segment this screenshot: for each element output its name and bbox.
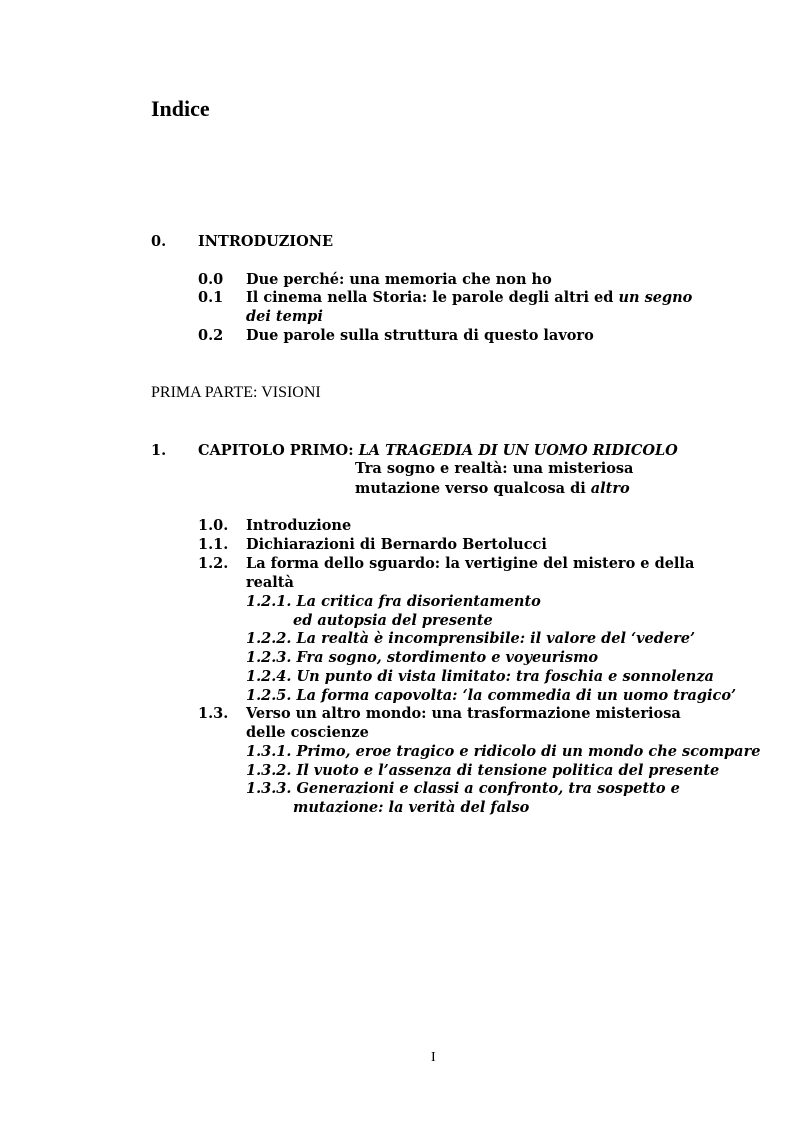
chapter-subtitle-italic: altro — [590, 480, 630, 497]
toc-chapter-title — [198, 442, 678, 459]
toc-section-number: 1.1. — [198, 536, 229, 553]
toc-section-title — [246, 289, 692, 306]
chapter-label: CAPITOLO PRIMO: — [198, 442, 359, 459]
chapter-subtitle-continued — [355, 480, 630, 497]
toc-section-title: La forma dello sguardo: la vertigine del mistero e della — [246, 555, 695, 572]
part-heading: PRIMA PARTE: VISIONI — [151, 384, 321, 401]
toc-section-title-continued: dei tempi — [246, 308, 323, 325]
toc-section-title: Introduzione — [246, 517, 352, 534]
toc-section-number: 0.1 — [198, 289, 224, 306]
toc-section-title: Due perché: una memoria che non ho — [246, 271, 552, 288]
toc-section-number: 1.2. — [198, 555, 229, 572]
toc-subsection: 1.3.2. Il vuoto e l’assenza di tensione politica del presente — [246, 762, 720, 779]
toc-section-number: 0.0 — [198, 271, 224, 288]
toc-section-title: Due parole sulla struttura di questo lavoro — [246, 327, 594, 344]
toc-section-title-continued: realtà — [246, 574, 294, 591]
toc-section-italic: un segno — [618, 289, 693, 306]
page-number: I — [431, 1050, 436, 1065]
toc-subsection: 1.2.5. La forma capovolta: ‘la commedia di un uomo tragico’ — [246, 687, 737, 704]
toc-subsection: 1.2.3. Fra sogno, stordimento e voyeurismo — [246, 649, 599, 666]
toc-section-number: 1.0. — [198, 517, 229, 534]
chapter-subtitle-text: mutazione verso qualcosa di — [355, 480, 591, 497]
toc-subsection: 1.2.1. La critica fra disorientamento — [246, 593, 541, 610]
toc-subsection: 1.2.2. La realtà è incomprensibile: il valore del ‘vedere’ — [246, 630, 696, 647]
toc-section-number: 0.2 — [198, 327, 224, 344]
toc-section-number: 1.3. — [198, 705, 229, 722]
toc-subsection-continued: ed autopsia del presente — [293, 612, 493, 629]
chapter-subtitle: Tra sogno e realtà: una misteriosa — [355, 460, 634, 477]
toc-section-title: Verso un altro mondo: una trasformazione misteriosa — [246, 705, 681, 722]
chapter-title-italic: LA TRAGEDIA DI UN UOMO RIDICOLO — [358, 442, 678, 459]
toc-section-title: Dichiarazioni di Bernardo Bertolucci — [246, 536, 547, 553]
page-title: Indice — [151, 96, 210, 121]
toc-subsection: 1.3.1. Primo, eroe tragico e ridicolo di un mondo che scompare — [246, 743, 761, 760]
toc-subsection: 1.2.4. Un punto di vista limitato: tra foschia e sonnolenza — [246, 668, 714, 685]
toc-chapter-title: INTRODUZIONE — [198, 233, 334, 250]
toc-section-text: Il cinema nella Storia: le parole degli altri ed — [246, 289, 619, 306]
toc-subsection-continued: mutazione: la verità del falso — [293, 799, 530, 816]
toc-subsection: 1.3.3. Generazioni e classi a confronto, tra sospetto e — [246, 780, 680, 797]
toc-chapter-number: 0. — [151, 233, 167, 250]
toc-section-title-continued: delle coscienze — [246, 724, 369, 741]
toc-chapter-number: 1. — [151, 442, 167, 459]
